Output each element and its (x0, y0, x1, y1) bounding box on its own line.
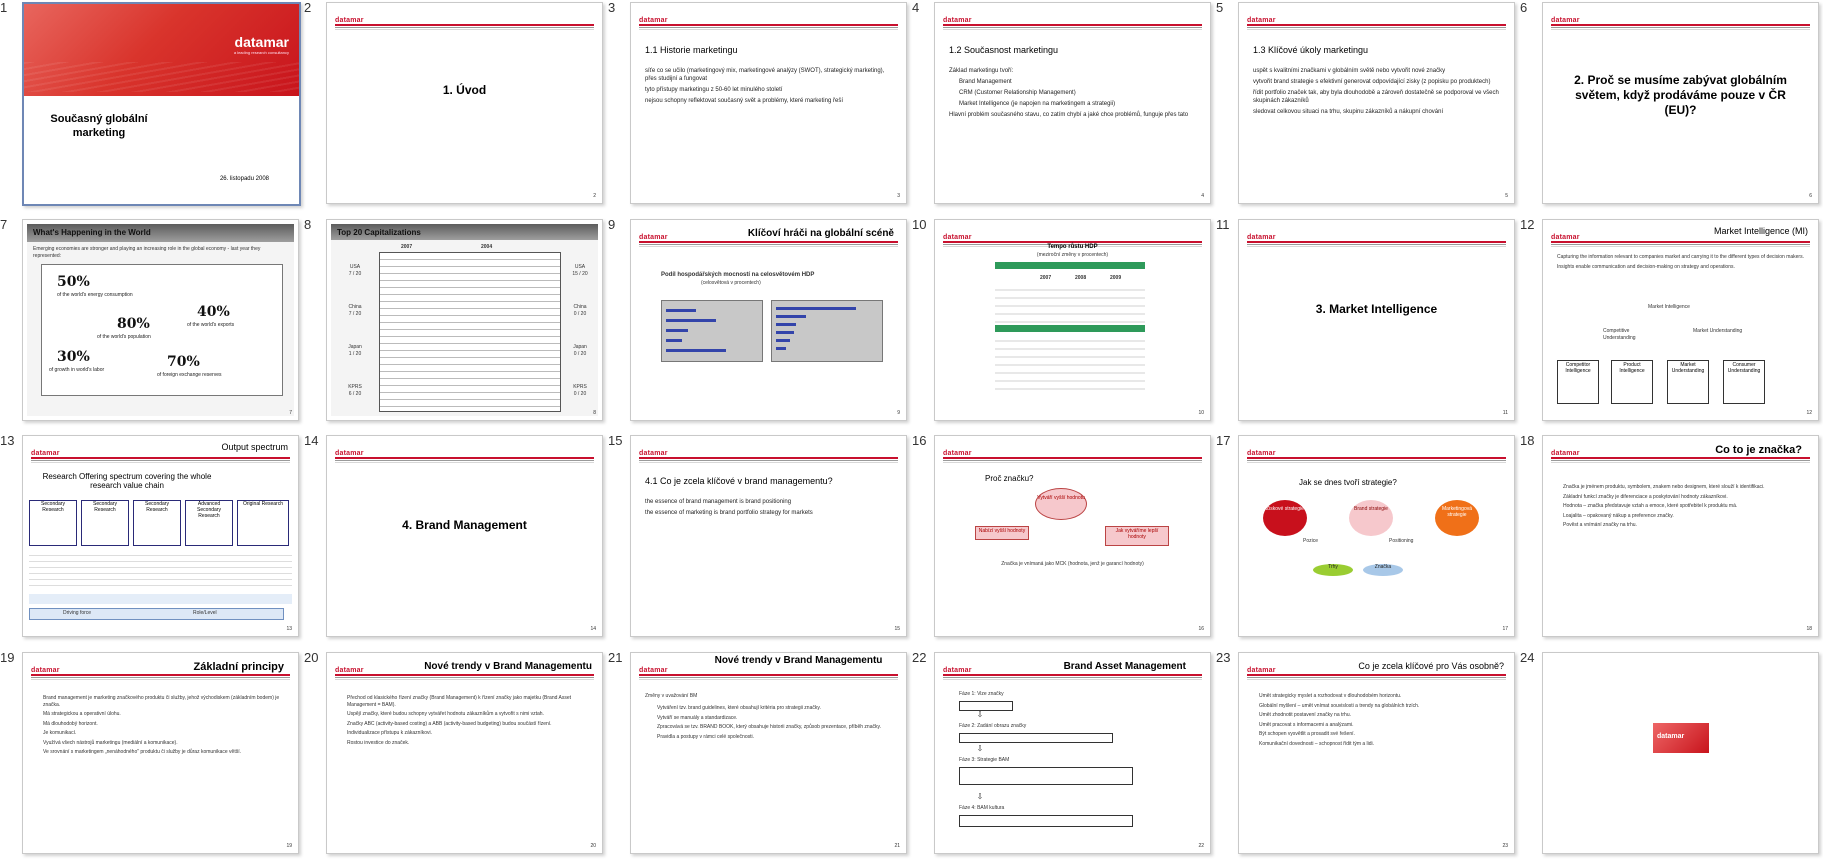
slide-title: What's Happening in the World (33, 228, 151, 237)
slide-title: 1.1 Historie marketingu (645, 45, 738, 55)
stat-label: of the world's energy consumption (57, 292, 133, 298)
slide-title: 4.1 Co je zcela klíčové v brand managementu? (645, 476, 833, 486)
year-label: 2004 (481, 244, 493, 250)
slide-title: Brand Asset Management (1063, 661, 1186, 672)
bullet-list: Umět strategicky myslet a rozhodovat v dlouhodobém horizontu. Globální myšlení – umět vnímat souvislosti a trendy na globálních trzích. Umět zhodnotit postavení značky na trhu. Umět pracovat s informacemi a analýzami. Být schopen vysvětlit a prosadit své řešení. Komunikační dovednosti – schopnost řídit tým a lidi. (1259, 693, 1420, 747)
tree-leaf: Product Intelligence (1611, 360, 1653, 404)
slide-number: 11 (1216, 217, 1230, 232)
slide-title: Klíčoví hráči na globální scéně (747, 228, 894, 239)
slide-number: 16 (912, 433, 927, 448)
slide-title: Jak se dnes tvoří strategie? (1299, 478, 1397, 487)
slide-canvas: Top 20 Capitalizations 2007 2004 USA 7 / 20 China 7 / 20 Japan 1 / 20 KPRS 6 / 20 USA 15 / 20 China 0 / 20 Japan 0 / 20 KPRS 0 / 20 8 (326, 219, 603, 421)
stage-box: Secondary Research (81, 500, 129, 546)
slide-number: 13 (0, 433, 15, 448)
slide-title: 2. Proč se musíme zabývat globálním světem, když prodáváme pouze v ČR (EU)? (1574, 73, 1787, 117)
slide-number: 12 (1520, 217, 1535, 232)
slide-number: 20 (304, 650, 319, 665)
scanned-image (27, 224, 294, 416)
slide-canvas: datamar Klíčoví hráči na globální scéně Podíl hospodářských mocností na celosvětovém HDP (celosvětová v procentech) 9 (630, 219, 907, 421)
slide-title: Současný globální marketing (50, 113, 148, 139)
bullet-list: Brand management je marketing značkového produktu či služby, jehož východiskem (základním bodem) je značka. Má strategickou a operativní úlohu. Má dlouhodobý horizont. Je komunikací. Využívá všech nástrojů marketingu (mediální a komunikace). Ve srovnání s marketingem „nenáhodného" produktu či služby je důraz komunikace větší. (43, 695, 280, 755)
caption: Značka je vnímaná jako MCK (hodnota, jenž je garancí hodnoty) (1001, 561, 1144, 567)
slide-number: 5 (1216, 0, 1224, 15)
slide-thumbnail-22[interactable] (912, 650, 1215, 865)
bullet-list: Vytváření tzv. brand guidelines, které obsahují kritéria pro strategii značky. Vytváří se manuály a standardizace. Zpracovává se tzv. BRAND BOOK, který obsahuje historii značky, způsob prezentace, příběh značky. Pravidla a postupy v rámci celé společnosti. (657, 705, 881, 740)
slide-title: 4. Brand Management (402, 518, 527, 532)
slide-title: Co to je značka? (1715, 444, 1802, 456)
stage-box: Secondary Research (29, 500, 77, 546)
slide-canvas: datamar 2. Proč se musíme zabývat globálním světem, když prodáváme pouze v ČR (EU)? 6 (1542, 2, 1819, 204)
slide-thumbnail-6[interactable] (1520, 0, 1823, 215)
slide-number: 23 (1216, 650, 1231, 665)
stat-label: of growth in world's labor (49, 367, 105, 373)
slide-number: 1 (0, 0, 8, 15)
slide-number: 6 (1520, 0, 1528, 15)
slide-title: 1.2 Současnost marketingu (949, 45, 1059, 55)
slide-canvas (1542, 652, 1819, 854)
year-label: 2007 (401, 244, 413, 250)
strategy-circle: Trhy (1313, 564, 1353, 576)
slide-canvas: datamar Základní principy Brand management je marketing značkového produktu či služby, jehož východiskem (základním bodem) je značka. Má strategickou a operativní úlohu. Má dlouhodobý horizont. Je komunikací. Využívá všech nástrojů marketingu (mediální a komunikace). Ve srovnání s marketingem „nenáhodného" produktu či služby je důraz komunikace větší. 19 (22, 652, 299, 854)
slide-thumbnail-4[interactable] (912, 0, 1215, 215)
chart-subtitle: (celosvětová v procentech) (701, 280, 761, 286)
stat-label: of the world's population (97, 334, 151, 340)
slide-canvas: datamar Co je zcela klíčové pro Vás osobně? Umět strategicky myslet a rozhodovat v dlouhodobém horizontu. Globální myšlení – umět vnímat souvislosti a trendy na globálních trzích. Umět zhodnotit postavení značky na trhu. Umět pracovat s informacemi a analýzami. Být schopen vysvětlit a prosadit své řešení. Komunikační dovednosti – schopnost řídit tým a lidi. 23 (1238, 652, 1515, 854)
bullet-list: Základ marketingu tvoří: Brand Management CRM (Customer Relationship Management) Market Intelligence (je napojen na marketingem a strategii) Hlavní problém současného stavu, co zatím chybí a jaké chce problémů, funguje přes tato (949, 68, 1189, 118)
datamar-logo: datamar (1657, 733, 1685, 740)
slide-canvas (22, 2, 301, 206)
chart-title: Podíl hospodářských mocností na celosvětovém HDP (661, 272, 815, 278)
slide-thumbnail-9[interactable] (608, 217, 911, 432)
slide-title: 1. Úvod (442, 83, 487, 97)
slide-number: 7 (0, 217, 8, 232)
slide-thumbnail-3[interactable] (608, 0, 911, 215)
stat-value: 30% (57, 349, 90, 365)
diagram-node: Vytváří vyšší hodnotu (1035, 488, 1087, 520)
slide-canvas: datamar Nové trendy v Brand Managementu Změny v uvažování BM Vytváření tzv. brand guidelines, které obsahují kritéria pro strategii značky. Vytváří se manuály a standardizace. Zpracovává se tzv. BRAND BOOK, který obsahuje historii značky, způsob prezentace, příběh značky. Pravidla a postupy v rámci celé společnosti. 21 (630, 652, 907, 854)
slide-thumbnail-20[interactable] (304, 650, 607, 865)
slide-title: Output spectrum (221, 442, 288, 452)
slide-canvas: datamar Co to je značka? Značka je jménem produktu, symbolem, znakem nebo designem, které slouží k identifikaci. Základní funkcí značky je diferenciace a poskytování hodnoty zákazníkovi. Hodnota – značka představuje vztah a emoce, které spotřebitel k produktu má. Loajalita – opakovaný nákup a preference značky. Pověst a vnímání značky na trhu. 18 (1542, 435, 1819, 637)
slide-number: 4 (912, 0, 920, 15)
slide-title: Nové trendy v Brand Managementu (714, 655, 883, 666)
slide-canvas: datamar Nové trendy v Brand Managementu Přechod od klasického řízení značky (Brand Management) k řízení značky jako majetku (Brand Asset Management = BAM). Uspějí značky, které budou schopny vytvářet hodnotu zákazníkům a vytvořit s nimi vztah. Značky ABC (activity-based costing) a ABB (activity-based budgeting) budou součástí řízení. Individualizace přístupu k zákazníkovi. Rostou investice do značek. 20 (326, 652, 603, 854)
slide-thumbnail-8[interactable] (304, 217, 607, 432)
datamar-logo-box (1653, 723, 1709, 753)
slide-canvas: datamar Output spectrum Research Offering spectrum covering the whole research value chain Secondary Research Secondary Research Secondary Research Advanced Secondary Research Original Research Driving force Role/Level 13 (22, 435, 299, 637)
slide-canvas: datamar Tempo růstu HDP (meziroční změny v procentech) 2007 2008 2009 10 (934, 219, 1211, 421)
slide-thumbnail-19[interactable] (0, 650, 303, 865)
stage-box: Advanced Secondary Research (185, 500, 233, 546)
slide-number: 2 (304, 0, 312, 15)
slide-title: Top 20 Capitalizations (337, 228, 421, 237)
datamar-logo: datamar (234, 34, 289, 50)
bullet-list: síťe co se učilo (marketingový mix, marketingové analýzy (SWOT), strategický marketing), přes studijní a fungovat tyto přístupy marketingu z 50-60 let minulého století nejsou schopny reflektovat současný svět a problémy, které marketing řeší (645, 68, 885, 104)
diagram-node: Nabízí vyšší hodnoty (975, 526, 1029, 540)
slide-number: 15 (608, 433, 623, 448)
bullet-list: Značka je jménem produktu, symbolem, znakem nebo designem, které slouží k identifikaci. Základní funkcí značky je diferenciace a poskytování hodnoty zákazníkovi. Hodnota – značka představuje vztah a emoce, které spotřebitel k produktu má. Loajalita – opakovaný nákup a preference značky. Pověst a vnímání značky na trhu. (1563, 484, 1765, 528)
slide-thumbnail-11[interactable] (1216, 217, 1519, 432)
phase-label: Fáze 4: BAM kultura (959, 805, 1005, 811)
strategy-circle: Brand strategie (1349, 500, 1393, 536)
slide-thumbnail-18[interactable] (1520, 433, 1823, 648)
slide-heading: Research Offering spectrum covering the whole research value chain (42, 472, 212, 490)
slide-thumbnail-17[interactable] (1216, 433, 1519, 648)
strategy-circle: Ziskové strategie (1263, 500, 1307, 536)
intro-text: Změny v uvažování BM (645, 693, 698, 699)
slide-canvas: datamar 3. Market Intelligence 11 (1238, 219, 1515, 421)
slide-title: Proč značku? (985, 474, 1034, 483)
slide-canvas: datamar 1.2 Současnost marketingu Základ marketingu tvoří: Brand Management CRM (Customer Relationship Management) Market Intelligence (je napojen na marketingem a strategii) Hlavní problém současného stavu, co zatím chybí a jaké chce problémů, funguje přes tato 4 (934, 2, 1211, 204)
slide-number: 9 (608, 217, 616, 232)
slide-canvas: datamar 4.1 Co je zcela klíčové v brand managementu? the essence of brand management is brand positioning the essence of marketing is brand portfolio strategy for markets 15 (630, 435, 907, 637)
tree-leaf: Competitor Intelligence (1557, 360, 1599, 404)
tree-root: Market Intelligence (1648, 304, 1690, 310)
slide-thumbnail-12[interactable] (1520, 217, 1823, 432)
stage-box: Original Research (237, 500, 289, 546)
scanned-image: Top 20 Capitalizations 2007 2004 USA 7 / 20 China 7 / 20 Japan 1 / 20 KPRS 6 / 20 USA 15 / 20 China 0 / 20 Japan 0 / 20 KPRS 0 / 20 (331, 224, 598, 416)
intro-text: Emerging economies are stronger and playing an increasing role in the global economy - last year they represented: (33, 246, 261, 259)
slide-number: 19 (0, 650, 15, 665)
stage-box: Secondary Research (133, 500, 181, 546)
chart-right (771, 300, 883, 362)
slide-subtitle: (meziroční změny v procentech) (1036, 252, 1109, 258)
phase-label: Fáze 2: Zadání obrazu značky (959, 723, 1027, 729)
slide-thumbnail-10[interactable] (912, 217, 1215, 432)
slide-number: 18 (1520, 433, 1535, 448)
phase-label: Fáze 1: Vize značky (959, 691, 1004, 697)
stat-label: of foreign exchange reserves (157, 372, 222, 378)
chart-left (661, 300, 763, 362)
slide-number: 3 (608, 0, 616, 15)
slide-canvas: datamar 4. Brand Management 14 (326, 435, 603, 637)
slide-number: 21 (608, 650, 623, 665)
slide-thumbnail-21[interactable] (608, 650, 911, 865)
slide-canvas: datamar 1.3 Klíčové úkoly marketingu uspět s kvalitními značkami v globálním světě nebo vytvořit nové značky vytvořit brand strategie s efektivní generovat odpovídající zisky (z popisku po produktech) řídit portfolio značek tak, aby byla dlouhodobě a zároveň dostatečně se podporoval ve všech skupinách zákazníků sledovat celkovou situaci na trhu, skupinu zákazníků a nákupní chování 5 (1238, 2, 1515, 204)
slide-thumbnail-2[interactable] (304, 0, 607, 215)
tree-node: Competitive Understanding (1603, 328, 1636, 341)
slide-date: 26. listopadu 2008 (219, 176, 269, 182)
slide-title: Základní principy (193, 661, 284, 673)
slide-number: 10 (912, 217, 927, 232)
slide-thumbnail-5[interactable] (1216, 0, 1519, 215)
stat-value: 70% (167, 354, 200, 370)
slide-title: Tempo růstu HDP (1047, 244, 1098, 250)
stat-value: 80% (117, 316, 150, 332)
slide-canvas: datamar 1. Úvod 2 (326, 2, 603, 204)
bullet-list: the essence of brand management is brand positioning the essence of marketing is brand portfolio strategy for markets (645, 499, 813, 516)
slide-title: Market Intelligence (MI) (1713, 226, 1808, 236)
strategy-circle: Značka (1363, 564, 1403, 576)
slide-thumbnail-14[interactable] (304, 433, 607, 648)
slide-canvas: What's Happening in the World Emerging economies are stronger and playing an increasing role in the global economy - last year they represented: 50% of the world's energy consumption 40% of the world's exports 80% of the world's population 30% of growth in world's labor 70% of foreign exchange reserves 7 (22, 219, 299, 421)
bullet-list: uspět s kvalitními značkami v globálním světě nebo vytvořit nové značky vytvořit brand strategie s efektivní generovat odpovídající zisky (z popisku po produktech) řídit portfolio značek tak, aby byla dlouhodobě a zároveň dostatečně se podporoval ve všech skupinách zákazníků sledovat celkovou situaci na trhu, skupinu zákazníků a nákupní chování (1253, 68, 1499, 115)
slide-title: 1.3 Klíčové úkoly marketingu (1253, 45, 1369, 55)
slide-title: Co je zcela klíčové pro Vás osobně? (1358, 661, 1504, 671)
tree-leaf: Consumer Understanding (1723, 360, 1765, 404)
phase-label: Fáze 3: Strategie BAM (959, 757, 1010, 763)
slide-number: 22 (912, 650, 927, 665)
slide-number: 24 (1520, 650, 1535, 665)
slide-canvas: datamar Proč značku? Vytváří vyšší hodnotu Nabízí vyšší hodnoty Jak vytváříme lepší hodnoty Značka je vnímaná jako MCK (hodnota, jenž je garancí hodnoty) 16 (934, 435, 1211, 637)
stat-value: 40% (197, 304, 230, 320)
slide-canvas: datamar Jak se dnes tvoří strategie? Ziskové strategie Brand strategie Marketingová strategie Trhy Značka Pozice Positioning 17 (1238, 435, 1515, 637)
slide-title: 3. Market Intelligence (1315, 302, 1438, 316)
slide-canvas: datamar 1.1 Historie marketingu síťe co se učilo (marketingový mix, marketingové analýzy (SWOT), strategický marketing), přes studijní a fungovat tyto přístupy marketingu z 50-60 let minulého století nejsou schopny reflektovat současný svět a problémy, které marketing řeší 3 (630, 2, 907, 204)
slide-number: 8 (304, 217, 312, 232)
strategy-circle: Marketingová strategie (1435, 500, 1479, 536)
slide-canvas: datamar Market Intelligence (MI) Capturing the information relevant to companies market and carrying it to the different types of decision makers. Insights enable communication and decision-making on strategy and operations. Market Intelligence Competitive Understanding Market Understanding Competitor Intelligence Product Intelligence Market Understanding Consumer Understanding 12 (1542, 219, 1819, 421)
slide-number: 17 (1216, 433, 1231, 448)
slide-thumbnail-1[interactable] (0, 0, 303, 215)
stat-label: of the world's exports (187, 322, 235, 328)
slide-title: Nové trendy v Brand Managementu (424, 661, 592, 672)
logo-tagline: a leading research consultancy (233, 50, 289, 55)
slide-number: 14 (304, 433, 319, 448)
stat-value: 50% (57, 274, 90, 290)
tree-node: Market Understanding (1693, 328, 1743, 334)
slide-thumbnail-23[interactable] (1216, 650, 1519, 865)
slide-thumbnail-13[interactable] (0, 433, 303, 648)
bullet-list: Přechod od klasického řízení značky (Brand Management) k řízení značky jako majetku (Brand Asset Management = BAM). Uspějí značky, které budou schopny vytvářet hodnotu zákazníkům a vytvořit s nimi vztah. Značky ABC (activity-based costing) a ABB (activity-based budgeting) budou součástí řízení. Individualizace přístupu k zákazníkovi. Rostou investice do značek. (347, 695, 571, 746)
slide-thumbnail-15[interactable] (608, 433, 911, 648)
tree-leaf: Market Understanding (1667, 360, 1709, 404)
diagram-node: Jak vytváříme lepší hodnoty (1105, 526, 1169, 546)
bullet-list: Capturing the information relevant to companies market and carrying it to the different types of decision makers. Insights enable communication and decision-making on strategy and operations. (1557, 254, 1804, 270)
slide-thumbnail-7[interactable] (0, 217, 303, 432)
slide-canvas: datamar Brand Asset Management Fáze 1: Vize značky ⇩ Fáze 2: Zadání obrazu značky ⇩ Fáze 3: Strategie BAM ⇩ Fáze 4: BAM kultura 22 (934, 652, 1211, 854)
slide-thumbnail-16[interactable] (912, 433, 1215, 648)
slide-thumbnail-24[interactable] (1520, 650, 1823, 865)
